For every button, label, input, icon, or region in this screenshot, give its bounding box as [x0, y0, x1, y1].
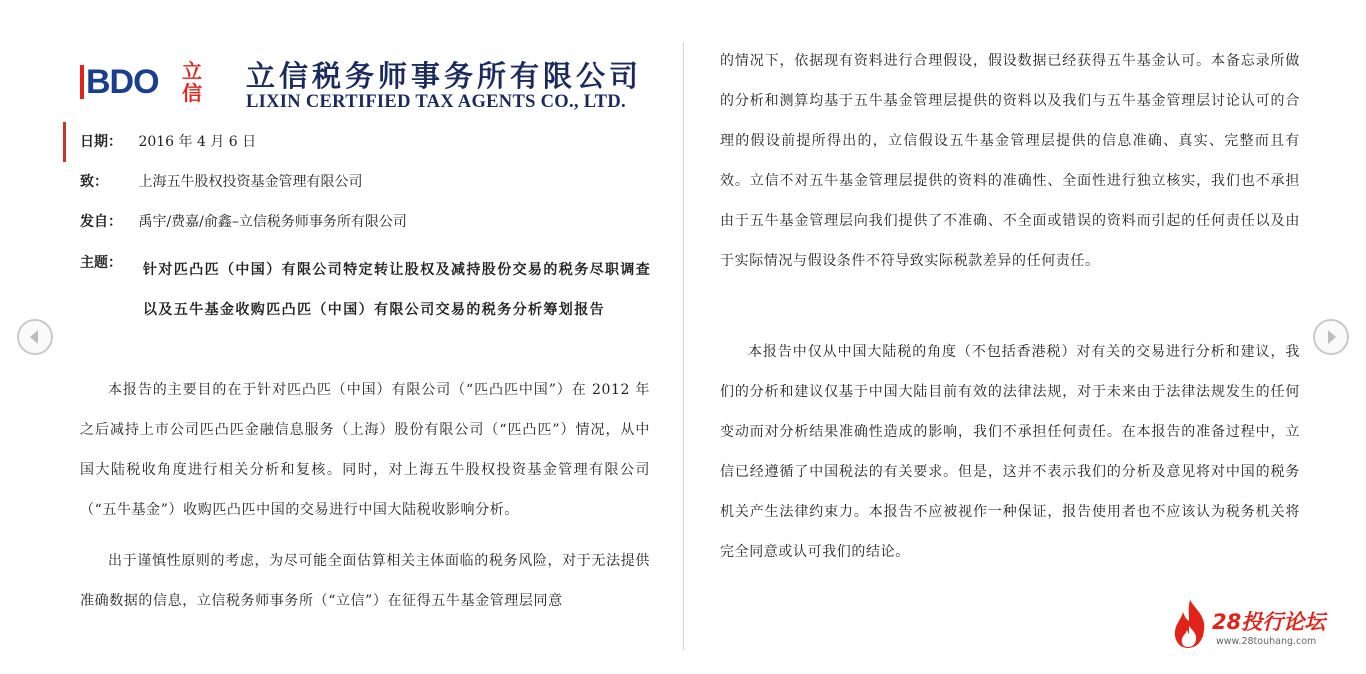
site-watermark [1170, 598, 1360, 654]
from-label: 发自： [80, 214, 122, 230]
firm-name-en: LIXIN CERTIFIED TAX AGENTS CO., LTD. [246, 92, 626, 112]
chevron-left-icon [19, 321, 51, 353]
date-label: 日期： [80, 134, 122, 150]
to-label: 致： [80, 174, 108, 190]
prev-page-button[interactable] [17, 319, 53, 355]
from-value: 禹宇/费嘉/俞鑫–立信税务师事务所有限公司 [138, 214, 407, 230]
to-row [80, 172, 362, 192]
section-marker [63, 122, 66, 162]
date-value: 2016 年 4 月 6 日 [138, 134, 257, 150]
letterhead [80, 54, 643, 114]
bdo-logo-cn: 立信 [182, 59, 202, 105]
to-value: 上海五牛股权投资基金管理有限公司 [138, 174, 363, 190]
subject-value: 针对匹凸匹（中国）有限公司特定转让股权及减持股份交易的税务尽职调查以及五牛基金收购匹凸匹（中国）有限公司交易的税务分析筹划报告 [143, 262, 652, 318]
paragraph-assumptions: 的情况下，依据现有资料进行合理假设，假设数据已经获得五牛基金认可。本备忘录所做的分析和测算均基于五牛基金管理层提供的资料以及我们与五牛基金管理层讨论认可的合理的假设前提所得出的，立信假设五牛基金管理层提供的信息准确、真实、完整而且有效。立信不对五牛基金管理层提供的资料的准确性、全面性进行独立核实，我们也不承担由于五牛基金管理层向我们提供了不准确、不全面或错误的资料而引起的任何责任以及由于实际情况与假设条件不符导致实际税款差异的任何责任。 [720, 53, 1300, 269]
paragraph-scope: 本报告中仅从中国大陆税的角度（不包括香港税）对有关的交易进行分析和建议，我们的分析和建议仅基于中国大陆目前有效的法律法规，对于未来由于法律法规发生的任何变动而对分析结果准确性造成的影响，我们不承担任何责任。在本报告的准备过程中，立信已经遵循了中国税法的有关要求。但是，这并不表示我们的分析及意见将对中国的税务机关产生法律约束力。本报告不应被视作一种保证，报告使用者也不应该认为税务机关将完全同意或认可我们的结论。 [720, 344, 1300, 560]
paragraph-prudence: 出于谨慎性原则的考虑，为尽可能全面估算相关主体面临的税务风险，对于无法提供准确数据的信息，立信税务师事务所（“立信”）在征得五牛基金管理层同意 [80, 553, 650, 609]
watermark-url: www.28touhang.com [1216, 636, 1317, 647]
watermark-name: 28投行论坛 [1212, 610, 1326, 634]
chevron-right-icon [1315, 321, 1347, 353]
flame-icon [1170, 598, 1210, 650]
firm-name-cn: 立信税务师事务所有限公司 [246, 59, 643, 93]
from-row [80, 212, 407, 232]
next-page-button[interactable] [1313, 319, 1349, 355]
date-row [80, 132, 256, 152]
bdo-logo [80, 62, 159, 102]
bdo-logo-text: BDO [86, 63, 159, 101]
subject-label: 主题： [80, 255, 122, 271]
paragraph-purpose: 本报告的主要目的在于针对匹凸匹（中国）有限公司（“匹凸匹中国”）在 2012 年之后减持上市公司匹凸匹金融信息服务（上海）股份有限公司（“匹凸匹”）情况，从中国大陆税收角度进行相关分析和复核。同时，对上海五牛股权投资基金管理有限公司（“五牛基金”）收购匹凸匹中国的交易进行中国大陆税收影响分析。 [80, 382, 650, 518]
